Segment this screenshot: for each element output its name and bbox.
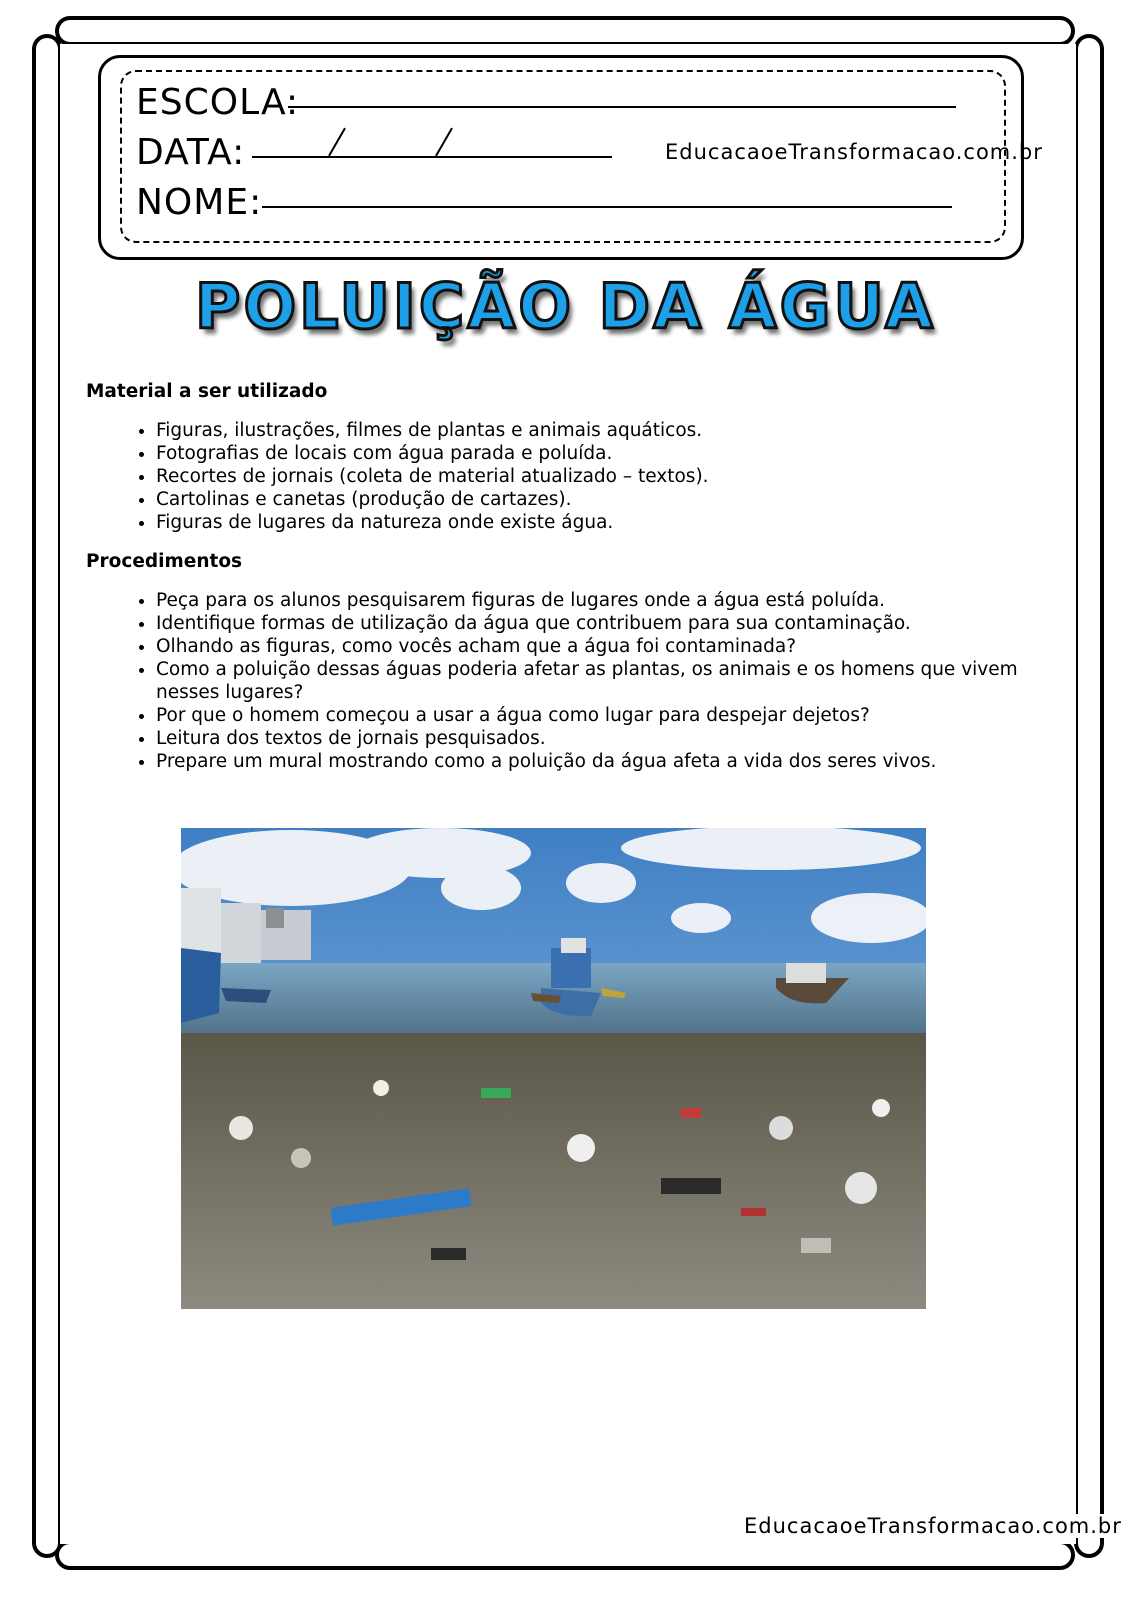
name-field-line[interactable]: [262, 206, 952, 208]
procedures-list: [86, 589, 1046, 773]
list-item: • Figuras de lugares da natureza onde existe água.: [156, 511, 1046, 534]
title-container: [0, 270, 1131, 343]
list-item: • Cartolinas e canetas (produção de cartazes).: [156, 488, 1046, 511]
worksheet-content: [86, 380, 1046, 789]
polluted-beach-photo: [181, 828, 926, 1309]
list-item: • Peça para os alunos pesquisarem figuras de lugares onde a água está poluída.: [156, 589, 1046, 612]
list-item: • Recortes de jornais (coleta de material atualizado – textos).: [156, 465, 1046, 488]
list-item: • Como a poluição dessas águas poderia afetar as plantas, os animais e os homens que vivem nesses lugares?: [156, 658, 1046, 704]
page-title: POLUIÇÃO DA ÁGUA: [195, 270, 936, 343]
page-area: [60, 44, 1076, 1544]
school-field-line[interactable]: [288, 106, 956, 108]
list-item: • Por que o homem começou a usar a água como lugar para despejar dejetos?: [156, 704, 1046, 727]
school-label: ESCOLA:: [136, 82, 300, 123]
materials-heading: Material a ser utilizado: [86, 381, 328, 402]
list-item: • Identifique formas de utilização da água que contribuem para sua contaminação.: [156, 612, 1046, 635]
list-item: • Olhando as figuras, como vocês acham que a água foi contaminada?: [156, 635, 1046, 658]
list-item: • Figuras, ilustrações, filmes de plantas e animais aquáticos.: [156, 419, 1046, 442]
date-field-line[interactable]: [252, 156, 612, 158]
page-frame-left: [32, 34, 62, 1558]
page-frame-top: [55, 16, 1075, 46]
date-label: DATA:: [136, 132, 246, 173]
list-item: • Leitura dos textos de jornais pesquisados.: [156, 727, 1046, 750]
site-watermark-bottom: EducacaoeTransformacao.com.br: [740, 1514, 1126, 1538]
page-frame-bottom: [55, 1540, 1075, 1570]
materials-list: [86, 419, 1046, 534]
name-label: NOME:: [136, 182, 263, 223]
site-watermark-top: EducacaoeTransformacao.com.br: [665, 140, 1043, 164]
page-frame-right: [1074, 34, 1104, 1558]
procedures-heading: Procedimentos: [86, 551, 243, 572]
list-item: • Prepare um mural mostrando como a poluição da água afeta a vida dos seres vivos.: [156, 750, 1046, 773]
list-item: • Fotografias de locais com água parada e poluída.: [156, 442, 1046, 465]
